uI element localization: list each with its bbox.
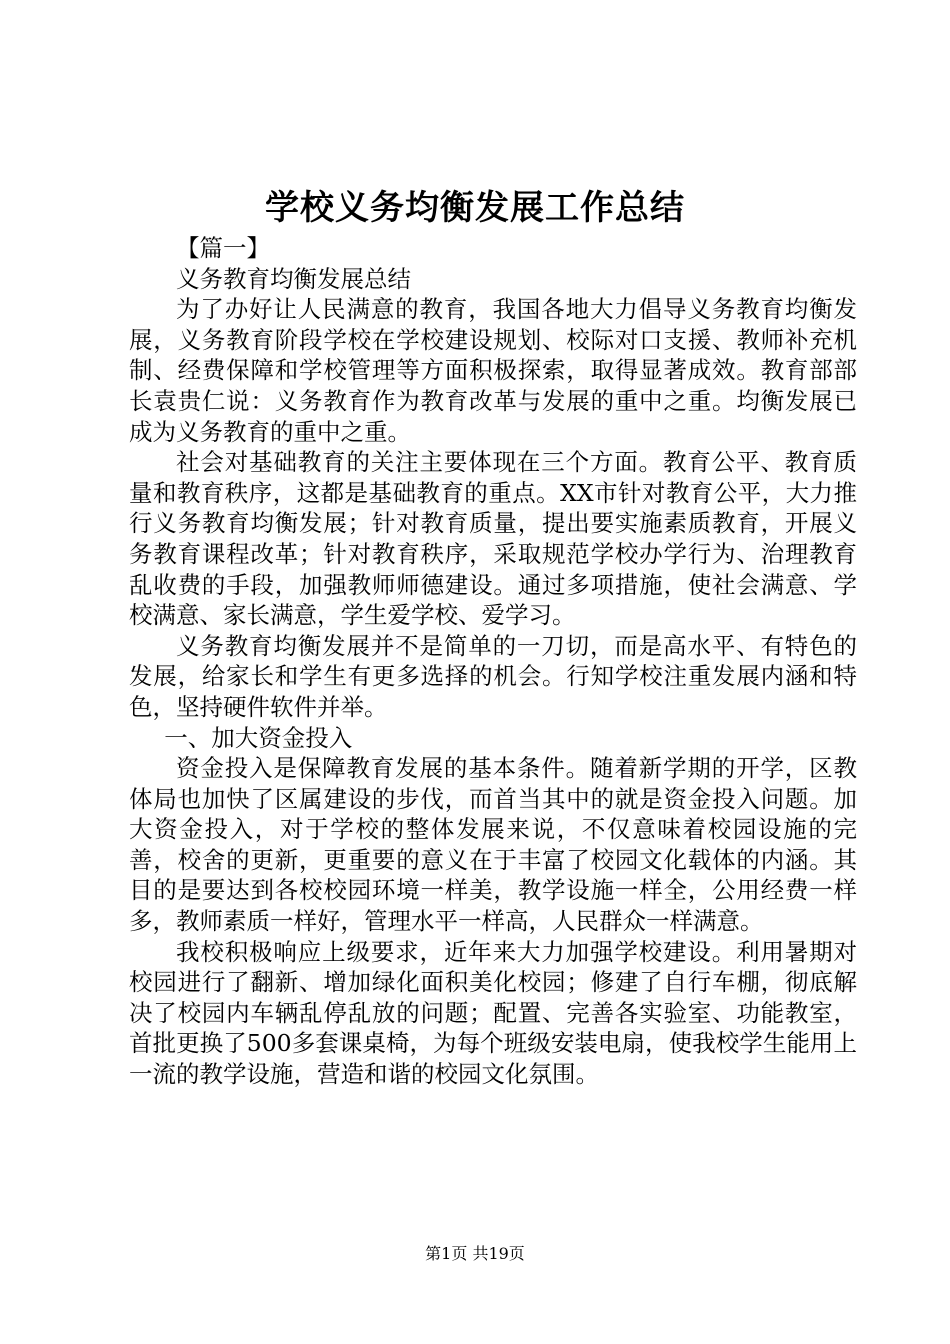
- section-label: 【篇一】: [176, 234, 270, 262]
- paragraph: 我校积极响应上级要求，近年来大力加强学校建设。利用暑期对校园进行了翻新、增加绿化面积美化校园；修建了自行车棚，彻底解决了校园内车辆乱停乱放的问题；配置、完善各实验室、功能教室，首批更换了500多套课桌椅，为每个班级安装电扇，使我校学生能用上一流的教学设施，营造和谐的校园文化氛围。: [129, 937, 857, 1089]
- document-body: [129, 233, 857, 1090]
- paragraph: 为了办好让人民满意的教育，我国各地大力倡导义务教育均衡发展，义务教育阶段学校在学校建设规划、校际对口支援、教师补充机制、经费保障和学校管理等方面积极探索，取得显著成效。教育部部长袁贵仁说：义务教育作为教育改革与发展的重中之重。均衡发展已成为义务教育的重中之重。: [129, 295, 857, 446]
- page-footer: 第1页 共19页: [425, 1244, 525, 1263]
- paragraph: 社会对基础教育的关注主要体现在三个方面。教育公平、教育质量和教育秩序，这都是基础教育的重点。XX市针对教育公平，大力推行义务教育均衡发展；针对教育质量，提出要实施素质教育，开展义务教育课程改革；针对教育秩序，采取规范学校办学行为、治理教育乱收费的手段，加强教师师德建设。通过多项措施，使社会满意、学校满意、家长满意，学生爱学校、爱学习。: [129, 448, 857, 630]
- paragraph: 义务教育均衡发展并不是简单的一刀切，而是高水平、有特色的发展，给家长和学生有更多选择的机会。行知学校注重发展内涵和特色，坚持硬件软件并举。: [129, 631, 857, 721]
- section-heading: 一、加大资金投入: [164, 723, 353, 752]
- document-title: 学校义务均衡发展工作总结: [265, 188, 685, 228]
- paragraph: 资金投入是保障教育发展的基本条件。随着新学期的开学，区教体局也加快了区属建设的步伐，而首当其中的就是资金投入问题。加大资金投入，对于学校的整体发展来说，不仅意味着校园设施的完善，校舍的更新，更重要的意义在于丰富了校园文化载体的内涵。其目的是要达到各校校园环境一样美，教学设施一样全，公用经费一样多，教师素质一样好，管理水平一样高，人民群众一样满意。: [129, 754, 857, 936]
- document-subtitle: 义务教育均衡发展总结: [176, 264, 411, 293]
